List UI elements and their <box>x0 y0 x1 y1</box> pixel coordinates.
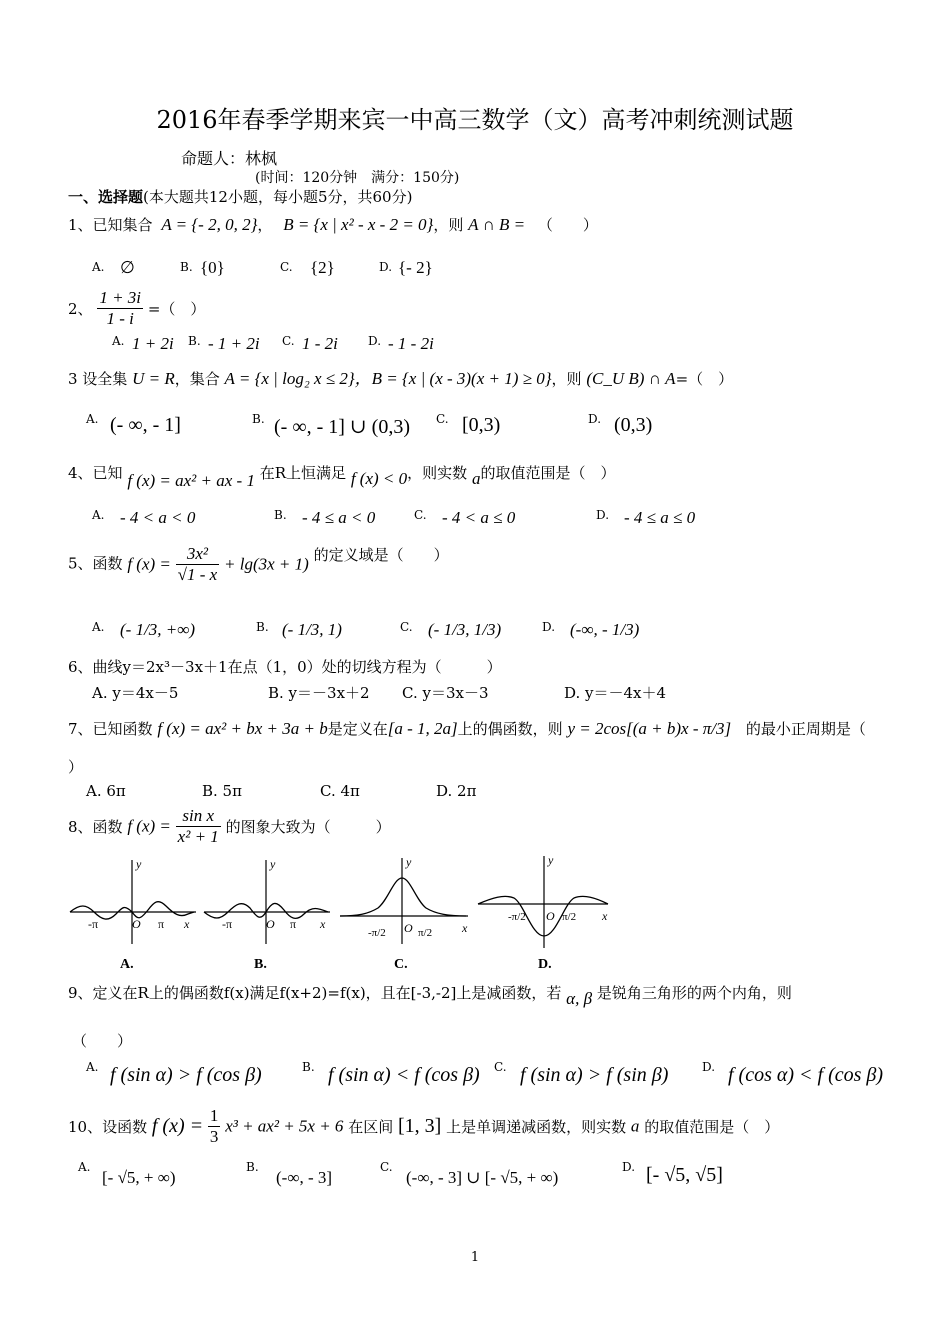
q2-opt-c: 1 - 2i <box>302 334 338 353</box>
q4-opt-a: - 4 < a < 0 <box>120 508 196 527</box>
q5-opt-d-label: D. <box>542 620 556 634</box>
graph-c-y-label: y <box>406 855 412 869</box>
question-1 <box>68 214 598 235</box>
q1-opt-d-label: D. <box>379 260 393 274</box>
graph-c-origin: O <box>404 921 413 935</box>
graph-d <box>478 853 608 972</box>
q2-opt-d: - 1 - 2i <box>388 334 434 353</box>
q8-denominator: x² + 1 <box>177 827 219 846</box>
q10-opt-d: [- √5, √5] <box>646 1164 723 1186</box>
q10-denominator: 3 <box>209 1127 219 1146</box>
q2-opt-b-label: B. <box>188 334 201 348</box>
q1-set-b: B = {x | x² - x - 2 = 0} <box>283 215 434 234</box>
q5-lhs: f (x) = <box>127 554 171 574</box>
q4-mid: 在R上恒满足 <box>259 464 347 482</box>
q4-var-a: a <box>471 469 481 488</box>
q7-opt-d: D. 2π <box>436 782 477 800</box>
graph-c-curve <box>340 878 466 916</box>
q7-opt-a: A. 6π <box>86 782 126 800</box>
graph-b-origin: O <box>266 917 275 931</box>
q2-opt-a-label: A. <box>112 334 125 348</box>
graph-c <box>340 855 468 972</box>
page-title: 2016年春季学期来宾一中高三数学（文）高考冲刺统测试题 <box>156 106 794 134</box>
question-7 <box>68 718 866 739</box>
q2-opt-b: - 1 + 2i <box>208 334 260 353</box>
q5-numerator: 3x² <box>176 544 220 565</box>
graph-a-y-label: y <box>136 857 142 871</box>
graph-d-label: D. <box>538 957 552 972</box>
q3-sets: A = {x | log₂ x ≤ 2}，B = {x | (x - 3)(x + 1) ≥ 0} <box>224 369 552 388</box>
q9-text: 9、定义在R上的偶函数f(x)满足f(x+2)=f(x)，且在[-3,-2]上是减函数，若 <box>68 984 562 1002</box>
q2-numerator: 1 + 3i <box>99 288 142 307</box>
q1-opt-b-label: B. <box>180 260 193 274</box>
page-number: 1 <box>470 1250 480 1265</box>
q5-opt-c-label: C. <box>400 620 413 634</box>
q7-mid2: 上的偶函数，则 <box>457 720 563 738</box>
q5-rhs: + lg(3x + 1) <box>224 554 309 574</box>
q5-denominator: √1 - x <box>177 565 218 584</box>
q2-opt-c-label: C. <box>282 334 295 348</box>
q9-opt-b: f (sin α) < f (cos β) <box>328 1064 480 1086</box>
q2-eq: =（ ） <box>147 300 206 318</box>
q5-opt-b: (- 1/3, 1) <box>282 620 342 639</box>
q7-tail2: ） <box>68 758 84 776</box>
q2-opt-d-label: D. <box>368 334 382 348</box>
q10-mid: 在区间 <box>348 1118 394 1136</box>
q8-prefix: 8、函数 <box>68 818 123 836</box>
q4-opt-c: - 4 < a ≤ 0 <box>442 508 516 527</box>
q5-tail: 的定义域是（ ） <box>313 546 449 564</box>
q3-expr: (C_U B) ∩ A <box>586 369 676 388</box>
q9-paren: （ ） <box>72 1032 133 1050</box>
q1-opt-a-label: A. <box>92 260 105 274</box>
q4-opt-d: - 4 ≤ a ≤ 0 <box>624 508 696 527</box>
graph-c-x-label: x <box>462 921 468 935</box>
graph-d-x-label: x <box>602 909 608 923</box>
section-heading <box>68 186 412 207</box>
graph-b-label: B. <box>254 957 267 972</box>
q5-opt-b-label: B. <box>256 620 269 634</box>
graph-d-tick-pos: π/2 <box>562 911 577 923</box>
q4-function: f (x) = ax² + ax - 1 <box>127 471 255 490</box>
graph-b-tick-pos: π <box>290 917 297 931</box>
graph-d-tick-neg: -π/2 <box>508 911 526 923</box>
q2-opt-a: 1 + 2i <box>132 334 174 353</box>
q1-opt-d: {- 2} <box>398 258 433 277</box>
q5-opt-a: (- 1/3, +∞) <box>120 620 196 639</box>
q3-opt-b: (- ∞, - 1] ∪ (0,3) <box>274 416 410 438</box>
q7-y-expr: y = 2cos[(a + b)x - π/3] <box>567 719 732 738</box>
question-4 <box>68 462 616 490</box>
q1-prefix: 1、已知集合 <box>68 216 153 234</box>
author-line: 命题人：林枫 <box>181 149 278 168</box>
q4-condition: f (x) < 0 <box>350 469 408 488</box>
graph-c-label: C. <box>394 957 408 972</box>
graph-a <box>70 857 196 972</box>
q10-lhs: f (x) = <box>151 1115 204 1137</box>
q9-opt-d: f (cos α) < f (cos β) <box>728 1064 884 1086</box>
q6-opt-a: A. y＝4x－5 <box>92 684 179 702</box>
graph-c-tick-pos: π/2 <box>418 927 433 939</box>
q1-opt-c-label: C. <box>280 260 293 274</box>
q4-opt-b-label: B. <box>274 508 287 522</box>
q1-opt-c: {2} <box>310 258 335 277</box>
q8-lhs: f (x) = <box>127 816 171 836</box>
q6-opt-b: B. y＝－3x＋2 <box>268 684 370 702</box>
q3-opt-b-label: B. <box>252 412 265 426</box>
q3-opt-a-label: A. <box>86 412 99 426</box>
q1-set-a: A = {- 2, 0, 2} <box>161 215 258 234</box>
q3-opt-d: (0,3) <box>614 414 653 436</box>
q5-opt-a-label: A. <box>92 620 105 634</box>
q10-numerator: 1 <box>209 1106 219 1125</box>
q5-opt-c: (- 1/3, 1/3) <box>428 620 502 639</box>
graph-b-y-label: y <box>270 857 276 871</box>
graph-a-origin: O <box>132 917 141 931</box>
q8-numerator: sin x <box>176 806 221 827</box>
q2-fraction <box>97 288 143 329</box>
q1-expr: A ∩ B = <box>468 215 526 234</box>
q10-opt-b-label: B. <box>246 1160 259 1174</box>
question-2 <box>68 288 205 329</box>
q4-tail: 的取值范围是（ ） <box>480 464 616 482</box>
q1-opt-a: ∅ <box>120 258 135 277</box>
q3-prefix: 3 设全集 <box>68 370 128 388</box>
question-10 <box>68 1106 779 1147</box>
q10-opt-a: [- √5, + ∞) <box>102 1168 176 1187</box>
q10-rest: x³ + ax² + 5x + 6 <box>225 1116 344 1136</box>
q5-opt-d: (-∞, - 1/3) <box>570 620 640 639</box>
q10-tail: 上是单调递减函数，则实数 <box>446 1118 627 1136</box>
q7-function: f (x) = ax² + bx + 3a + b <box>157 719 328 738</box>
q1-then: ，则 <box>433 216 464 234</box>
question-5 <box>68 544 449 585</box>
q4-prefix: 4、已知 <box>68 464 123 482</box>
q6-opt-c: C. y＝3x－3 <box>402 684 489 702</box>
q9-vars: α, β <box>566 989 593 1008</box>
q9-opt-c-label: C. <box>494 1060 507 1074</box>
q10-tail2: 的取值范围是（ ） <box>644 1118 780 1136</box>
question-8 <box>68 806 391 847</box>
graph-a-label: A. <box>120 957 134 972</box>
graph-b-x-label: x <box>320 917 326 931</box>
q10-opt-c: (-∞, - 3] ∪ [- √5, + ∞) <box>406 1168 559 1187</box>
q9-tail: 是锐角三角形的两个内角，则 <box>596 984 792 1002</box>
graph-c-tick-neg: -π/2 <box>368 927 386 939</box>
q8-tail: 的图象大致为（ ） <box>225 818 391 836</box>
graph-d-y-label: y <box>548 853 554 867</box>
q10-opt-c-label: C. <box>380 1160 393 1174</box>
graph-b <box>204 857 330 972</box>
q3-opt-c-label: C. <box>436 412 449 426</box>
time-info: (时间：120分钟 满分：150分) <box>255 170 460 186</box>
q10-var-a: a <box>630 1116 640 1136</box>
q10-opt-a-label: A. <box>78 1160 91 1174</box>
q8-fraction <box>176 806 221 847</box>
q3-mid: ，集合 <box>174 370 220 388</box>
q2-num: 2、 <box>68 300 93 318</box>
section-heading-title: 一、选择题 <box>68 188 144 206</box>
q3-then: ，则 <box>551 370 582 388</box>
q1-opt-b: {0} <box>200 258 225 277</box>
q2-denominator: 1 - i <box>106 309 134 328</box>
q4-mid2: ，则实数 <box>407 464 468 482</box>
q4-opt-d-label: D. <box>596 508 610 522</box>
graph-d-curve <box>478 896 608 936</box>
q9-opt-a-label: A. <box>86 1060 99 1074</box>
q9-opt-b-label: B. <box>302 1060 315 1074</box>
q10-opt-d-label: D. <box>622 1160 636 1174</box>
q1-sep: ， <box>257 216 273 234</box>
q8-graph-options <box>68 852 628 978</box>
question-3 <box>68 364 733 389</box>
q5-prefix: 5、函数 <box>68 554 123 573</box>
q9-opt-a: f (sin α) > f (cos β) <box>110 1064 262 1086</box>
q7-tail: 的最小正周期是（ <box>745 720 866 738</box>
q7-prefix: 7、已知函数 <box>68 720 153 738</box>
q10-fraction <box>208 1106 221 1147</box>
q7-opt-c: C. 4π <box>320 782 360 800</box>
q9-opt-d-label: D. <box>702 1060 716 1074</box>
q3-universal: U = R <box>132 369 175 388</box>
q4-opt-b: - 4 ≤ a < 0 <box>302 508 376 527</box>
q6-opt-d: D. y＝－4x＋4 <box>564 684 667 702</box>
question-6: 6、曲线y＝2x³－3x＋1在点（1，0）处的切线方程为（ ） <box>68 658 502 676</box>
q7-interval: [a - 1, 2a] <box>387 719 458 738</box>
q10-prefix: 10、设函数 <box>68 1118 148 1136</box>
question-9 <box>68 982 792 1008</box>
q9-opt-c: f (sin α) > f (sin β) <box>520 1064 669 1086</box>
q3-opt-c: [0,3) <box>462 414 501 436</box>
q3-opt-a: (- ∞, - 1] <box>110 414 181 436</box>
section-heading-note: (本大题共12小题，每小题5分，共60分) <box>143 188 413 206</box>
graph-d-origin: O <box>546 909 555 923</box>
q5-fraction <box>176 544 220 585</box>
graph-a-x-label: x <box>184 917 190 931</box>
q10-interval: [1, 3] <box>398 1115 442 1137</box>
q10-opt-b: (-∞, - 3] <box>276 1168 333 1187</box>
q3-opt-d-label: D. <box>588 412 602 426</box>
graph-b-tick-neg: -π <box>222 917 233 931</box>
q7-mid: 是定义在 <box>327 720 388 738</box>
graph-a-tick-pos: π <box>158 917 165 931</box>
q4-opt-a-label: A. <box>92 508 105 522</box>
q3-tail: =（ ） <box>675 370 734 388</box>
q1-paren: （ ） <box>537 216 598 234</box>
q4-opt-c-label: C. <box>414 508 427 522</box>
q7-opt-b: B. 5π <box>202 782 242 800</box>
graph-a-tick-neg: -π <box>88 917 99 931</box>
